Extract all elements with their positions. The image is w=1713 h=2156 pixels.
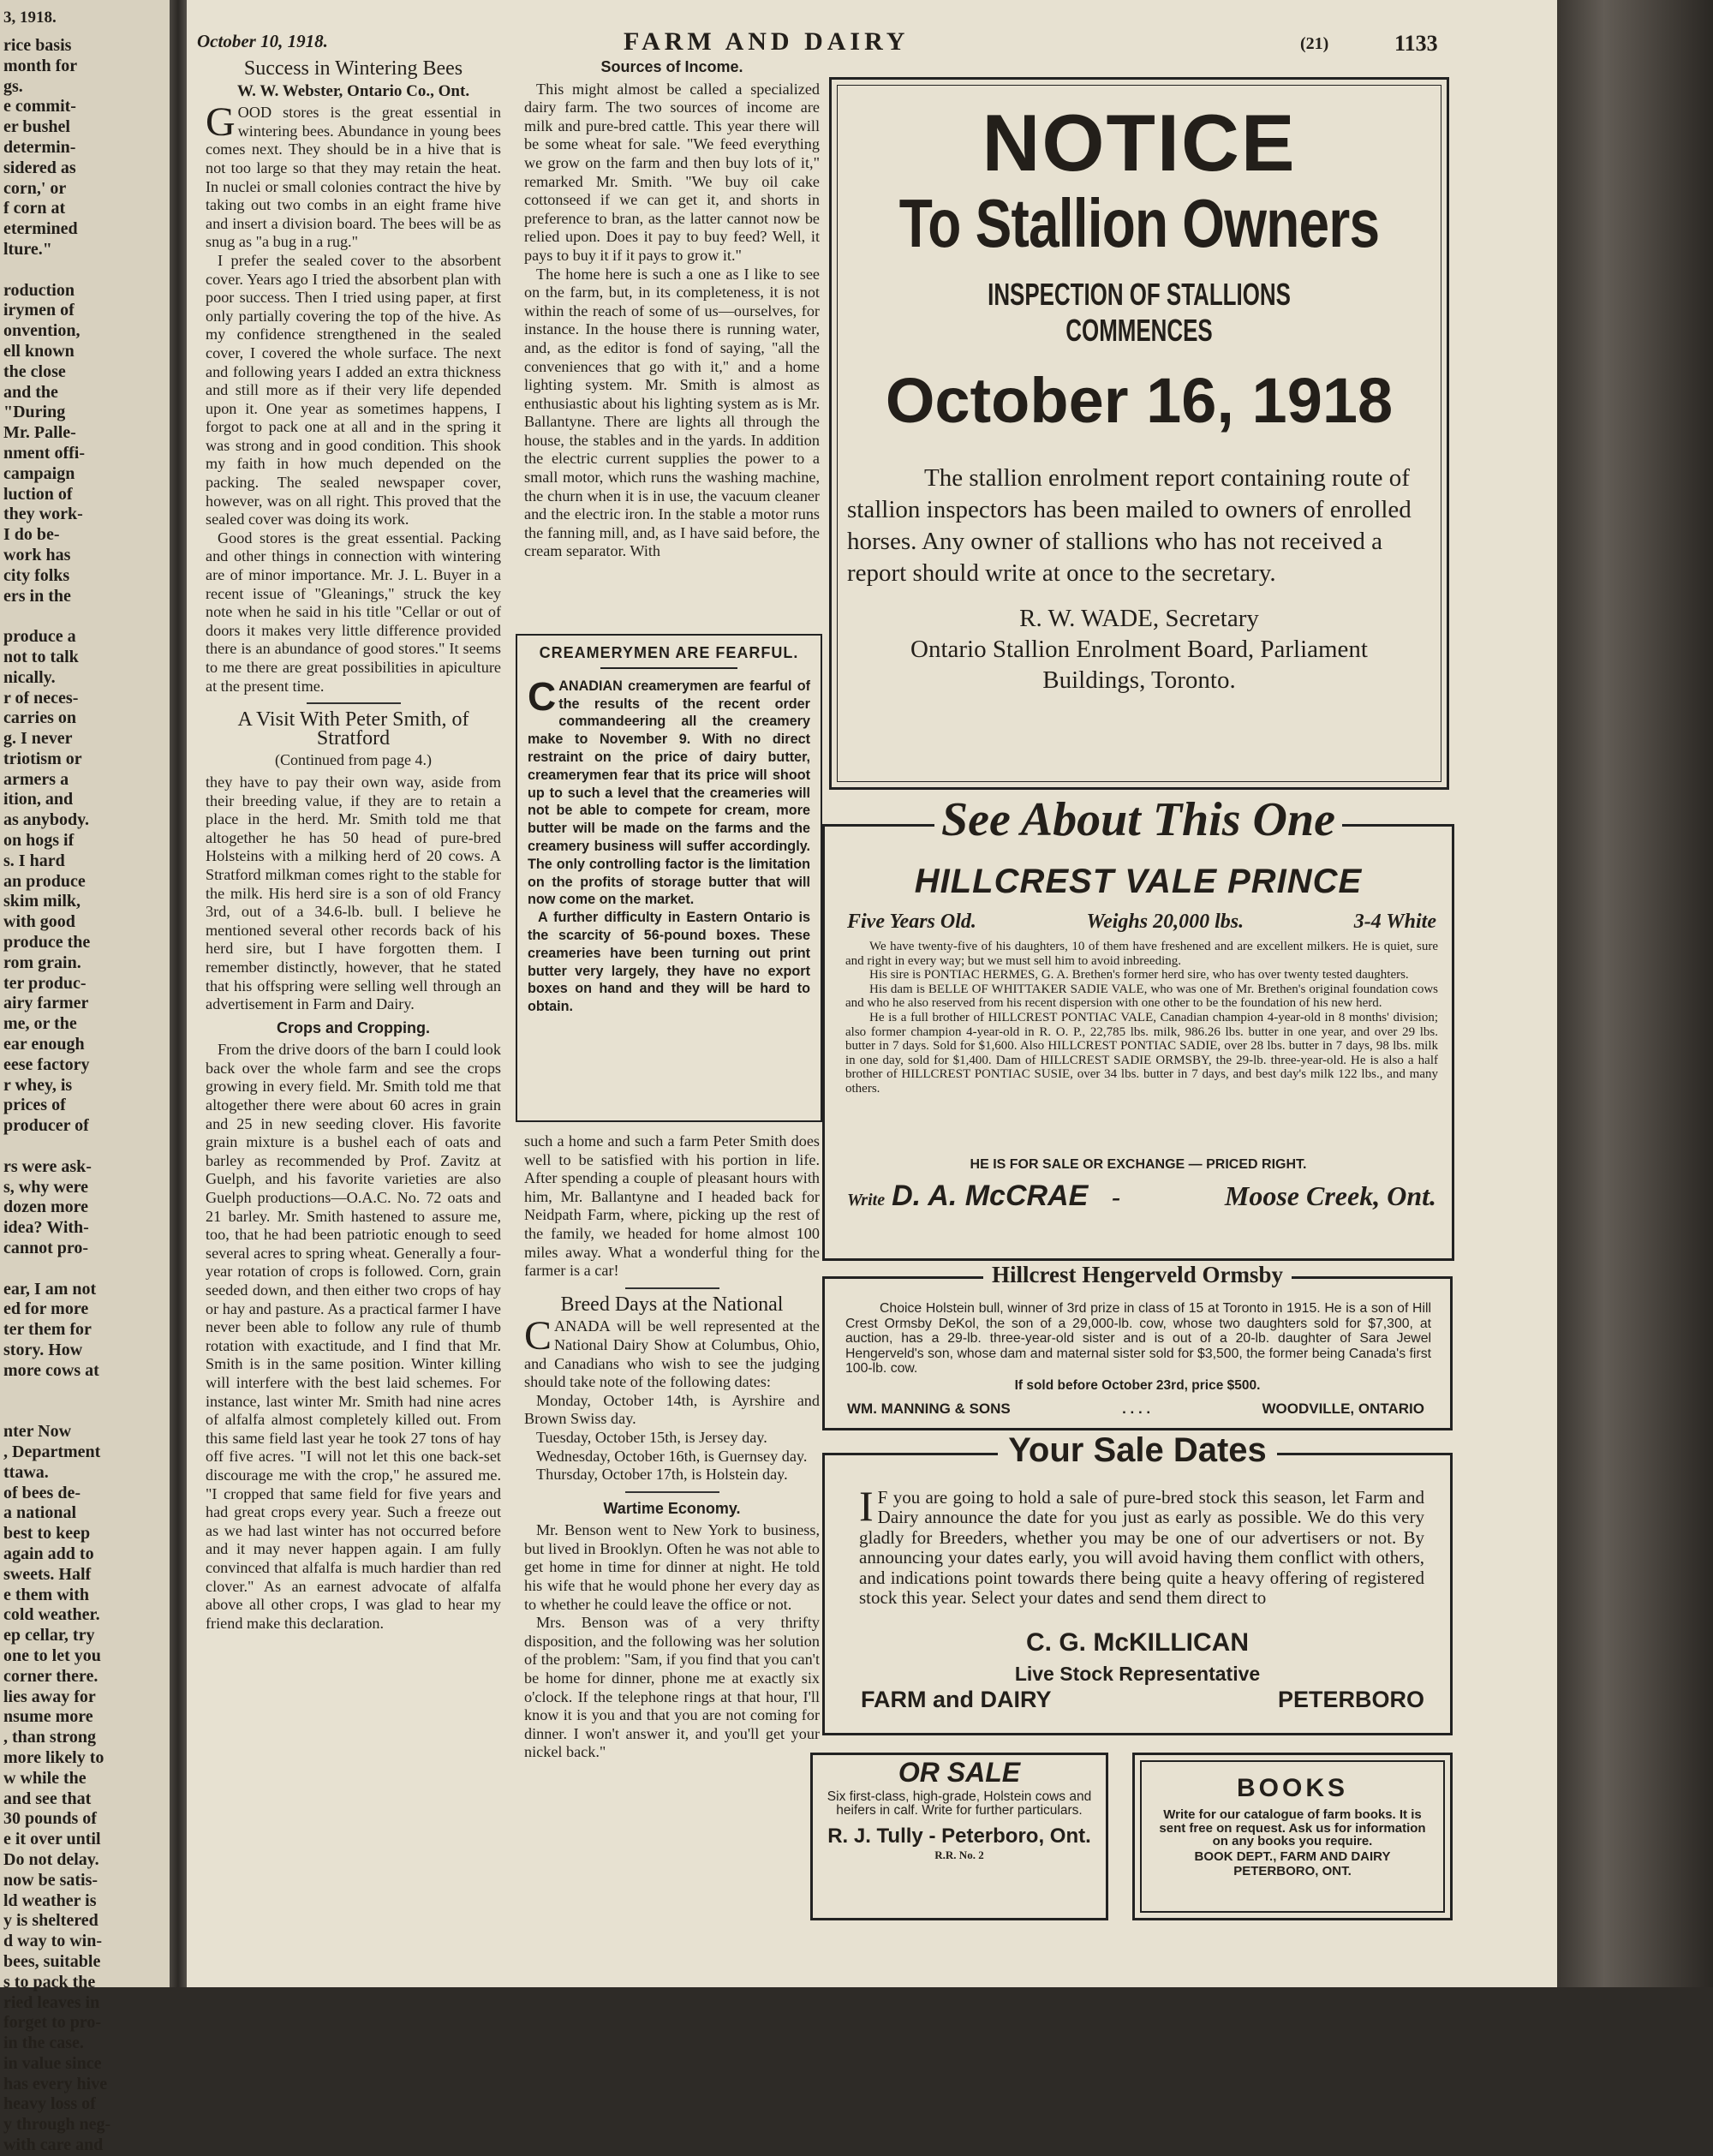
- bees-paragraph-3: Good stores is the great essential. Packing and other things in connection with wintering are of minor importance. Mr. J. L. Buyer in a recent issue of "Gleanings," struck the key note when he said in his title "Cellar or out of doors it makes very little difference provided there is an abundance of good stores." It seems to me there are great possibilities in apiculture at the present time.: [206, 529, 501, 695]
- ad-body: Choice Holstein bull, winner of 3rd prize in class of 15 at Toronto in 1915. He is a son of Hill Crest Ormsby DeKol, the son of a 29,000-lb. cow, whose two daughters sold for $7,300, at auction, has a 29-lb. three-year-old sister and is out of a 20-lb. daughter of Sara Jewel Hengerveld's son, whose dam and maternal sister sold for $3,500, the former being Canada's first 100-lb. cow.: [845, 1301, 1431, 1377]
- previous-page-line: a national: [3, 1503, 77, 1523]
- previous-page-line: corner there.: [3, 1666, 98, 1686]
- bees-article-title: Success in Wintering Bees: [243, 57, 463, 80]
- creamerymen-paragraph-2: A further difficulty in Eastern Ontario is the scarcity of 56-pound boxes. These creameries have been turning out print butter very largely, they have no export boxes on hand and they will be hard to obtain.: [528, 910, 810, 1015]
- previous-page-line: ear enough: [3, 1035, 85, 1054]
- previous-page-line: airy farmer: [3, 994, 89, 1013]
- hillcrest-vale-prince-ad: [822, 793, 1454, 1261]
- breed-days-paragraph-1: CANADA will be well represented at the National Dairy Show at Columbus, Ohio, and Canadians who wish to see the judging should take note of the following dates:: [524, 1313, 820, 1391]
- previous-page-line: again add to: [3, 1544, 94, 1563]
- income-paragraph-2: The home here is such a one as I like to see on the farm, but, in its completeness, it is not within the reach of some of us—ourselves, for instance. In the house there is running water, and, as the editor is fond of saying, "all the conveniences that go with it," and a home lighting system. Mr. Smith is almost as enthusiastic about his lighting system as is Mr. Ballantyne. There are lights all through the house, the stables and in the yards. In addition the electric current supplies the power to a small motor, which runs the washing machine, the churn when it is in use, the vacuum cleaner and the electric iron. In the stable a motor runs the fanning mill, and, as I have said before, the cream separator. With: [524, 265, 820, 560]
- previous-page-line: ried leaves in: [3, 1992, 100, 2012]
- notice-subtitle: To Stallion Owners: [898, 185, 1380, 261]
- ad-title: BOOKS: [1236, 1774, 1348, 1802]
- previous-page-line: onvention,: [3, 321, 81, 341]
- article-divider: [625, 1491, 719, 1493]
- previous-page-line: cannot pro-: [3, 1239, 89, 1258]
- previous-page-line: on hogs if: [3, 831, 75, 851]
- bull-weight: Weighs 20,000 lbs.: [1086, 911, 1244, 933]
- previous-page-line: sweets. Half: [3, 1564, 92, 1584]
- previous-page-line: bees, suitable: [3, 1951, 101, 1971]
- previous-page-line: and see that: [3, 1789, 92, 1808]
- previous-page-line: , Department: [3, 1442, 101, 1461]
- ad-banner: See About This One: [934, 792, 1342, 847]
- seller-route: R.R. No. 2: [934, 1848, 984, 1861]
- previous-page-line: now be satis-: [3, 1870, 98, 1890]
- stallion-notice-ad: [829, 77, 1449, 790]
- ad-title: Hillcrest Hengerveld Ormsby: [983, 1262, 1292, 1288]
- previous-page-line: cold weather.: [3, 1605, 100, 1625]
- previous-page-line: e them with: [3, 1585, 89, 1604]
- column-1: [206, 58, 501, 1633]
- previous-page-line: producer of: [3, 1116, 89, 1136]
- ad-price: If sold before October 23rd, price $500.: [1014, 1378, 1261, 1393]
- previous-page-line: y through neg-: [3, 2115, 111, 2135]
- previous-page-line: work has: [3, 545, 71, 564]
- issue-date: October 10, 1918.: [197, 31, 328, 51]
- previous-page-line: of bees de-: [3, 1483, 81, 1502]
- previous-page-line: me, or the: [3, 1014, 77, 1034]
- previous-page-line: luction of: [3, 484, 73, 504]
- previous-page-line: , than strong: [3, 1728, 96, 1747]
- previous-page-line: they work-: [3, 505, 83, 524]
- previous-page-line: forget to pro-: [3, 2013, 102, 2033]
- previous-page-line: s to pack the: [3, 1972, 96, 1992]
- breed-days-tuesday: Tuesday, October 15th, is Jersey day.: [536, 1428, 767, 1446]
- previous-page-line: one to let you: [3, 1645, 101, 1665]
- previous-page-line: ition, and: [3, 790, 74, 809]
- previous-page-line: with good: [3, 912, 75, 932]
- previous-page-line: ter them for: [3, 1320, 92, 1340]
- ad-body: Write for our catalogue of farm books. It is sent free on request. Ask us for information on any books you require.: [1159, 1807, 1426, 1848]
- previous-page-line: rice basis: [3, 36, 72, 55]
- previous-page-line: as anybody.: [3, 810, 90, 830]
- previous-page-line: ear, I am not: [3, 1279, 97, 1299]
- previous-page-line: e it over until: [3, 1830, 101, 1849]
- breed-days-wednesday: Wednesday, October 16th, is Guernsey day.: [536, 1447, 808, 1465]
- previous-page-line: nter Now: [3, 1422, 72, 1442]
- ad-title: OR SALE: [898, 1757, 1021, 1788]
- notice-signature-address: Buildings, Toronto.: [1042, 666, 1236, 694]
- previous-page-line: ttawa.: [3, 1462, 49, 1482]
- previous-page-line: best to keep: [3, 1524, 91, 1544]
- previous-page-line: produce a: [3, 627, 76, 647]
- crops-subheading: Crops and Cropping.: [277, 1018, 430, 1036]
- previous-page-line: skim milk,: [3, 892, 81, 911]
- creamerymen-box: [516, 634, 822, 1122]
- previous-page-line: not to talk: [3, 647, 79, 666]
- previous-page-line: r of neces-: [3, 688, 79, 708]
- drop-cap: I: [859, 1482, 874, 1530]
- previous-page-line: w while the: [3, 1768, 87, 1788]
- breed-days-monday: Monday, October 14th, is Ayrshire and Brown Swiss day.: [524, 1391, 820, 1428]
- previous-page-line: an produce: [3, 871, 86, 891]
- ad-body: Six first-class, high-grade, Holstein cows and heifers in calf. Write for further particulars.: [827, 1789, 1092, 1818]
- previous-page-line: dozen more: [3, 1197, 89, 1217]
- previous-page-line: in the case.: [3, 2034, 84, 2053]
- breed-days-title: Breed Days at the National: [560, 1293, 784, 1316]
- previous-page-line: heavy loss of: [3, 2094, 96, 2114]
- seller-name: WM. MANNING & SONS: [847, 1401, 1011, 1417]
- previous-page-line: gs.: [3, 76, 23, 96]
- previous-page-line: d way to win-: [3, 1932, 103, 1951]
- previous-page-line: lture.": [3, 239, 52, 259]
- previous-page-line: produce the: [3, 933, 91, 953]
- previous-page-line: nment offi-: [3, 443, 85, 463]
- previous-page-line: s. I hard: [3, 851, 65, 870]
- previous-page-line: "During: [3, 403, 66, 422]
- newspaper-page: [187, 0, 1557, 1987]
- previous-page-line: [0, 1137, 170, 1157]
- book-binding: [1557, 0, 1713, 1987]
- drop-cap: G: [206, 99, 236, 146]
- previous-page-line: [0, 1401, 170, 1422]
- previous-page-line: has every hive: [3, 2074, 108, 2093]
- notice-signature: [832, 603, 1447, 696]
- visit-article-title: A Visit With Peter Smith, of Stratford: [237, 708, 469, 750]
- bull-age: Five Years Old.: [847, 911, 976, 933]
- ad-address-1: BOOK DEPT., FARM AND DAIRY: [1194, 1848, 1391, 1864]
- income-paragraph-1: This might almost be called a specialized dairy farm. The two sources of income are milk and pure-bred cattle. This year there will be some wheat for sale. "We feed everything we grow on the farm and then buy lots of it," remarked Mr. Smith. "We buy oil cake cottonseed if we can get it, and shorts in preference to bran, as the latter cannot now be relied upon. Does it pay to buy feed? Well, it pays to buy it if it pays to grow it.": [524, 80, 820, 264]
- wartime-paragraph-2: Mrs. Benson was of a very thrifty disposition, and the following was her solution of the problem: "Sam, if you find that you can't be home for dinner, phone me at exactly six o'clock. If the telephone rings at that hour, I'll know it is you and that you are not coming for dinner. I won't answer it, and you'll get your nickel back.": [524, 1614, 820, 1761]
- previous-page-line: etermined: [3, 219, 78, 239]
- visit-paragraph-1: they have to pay their own way, aside from their breeding value, if they are to retain a place in the herd. Mr. Smith told me that altogether he has 50 head of pure-bred Holsteins with a milking herd of 20 cows. A Stratford milkman comes right to the stable for the milk. His herd sire is a son of old Francy 3rd, out of a 34.6-lb. bull. I believe he mentioned several other records back of his herd sire, but I have forgotten them. I remember distinctly, however, that he stated that his offspring were selling well through an advertisement in Farm and Dairy.: [206, 773, 501, 1013]
- previous-page-line: rs were ask-: [3, 1156, 92, 1176]
- previous-page-line: s, why were: [3, 1177, 89, 1197]
- previous-page-line: y is sheltered: [3, 1911, 98, 1931]
- previous-page-line: the close: [3, 361, 66, 381]
- seller-line: [847, 1180, 1436, 1213]
- paper-name: FARM and DAIRY: [861, 1687, 1052, 1712]
- wartime-paragraph-1: Mr. Benson went to New York to business, but lived in Brooklyn. Often he was not able to get home in time for dinner at night. He told his wife that he would phone her every day as to whether he could leave the office or not.: [524, 1521, 820, 1613]
- previous-page-line: ter produc-: [3, 973, 87, 993]
- previous-page-line: eese factory: [3, 1054, 90, 1074]
- wartime-subheading: Wartime Economy.: [603, 1499, 741, 1517]
- notice-signature-name: R. W. WADE, Secretary: [1019, 605, 1259, 632]
- previous-page-line: armers a: [3, 769, 69, 789]
- books-ad: [1132, 1753, 1453, 1920]
- previous-page-line: rom grain.: [3, 953, 81, 972]
- previous-page-line: more cows at: [3, 1360, 99, 1380]
- ad-address-2: PETERBORO, ONT.: [1233, 1864, 1352, 1878]
- bull-name: HILLCREST VALE PRINCE: [914, 863, 1363, 900]
- previous-page-edge: [0, 0, 172, 2155]
- previous-page-line: prices of: [3, 1096, 66, 1115]
- creamerymen-rule: [600, 667, 737, 669]
- continued-note: (Continued from page 4.): [275, 751, 432, 769]
- bees-paragraph-2: I prefer the sealed cover to the absorbent cover. Years ago I tried the absorbent plan with poor success. Then I tried using paper, at first only partially covering the top of the hive. As my confidence strengthened in the sealed cover, I covered the whole surface. The next and following years I added an extra thickness and still more as if their very life depended upon it. One year as sometimes happens, I forgot to pack one at all and in the spring it was strong and in good condition. This shook my faith in how much depended on the packing. The sealed newspaper cover, however, was on all right. This proved that the sealed cover was doing its work.: [206, 251, 501, 529]
- column-2-top: [524, 58, 820, 624]
- sale-terms: HE IS FOR SALE OR EXCHANGE — PRICED RIGHT.: [970, 1157, 1307, 1172]
- previous-page-line: lies away for: [3, 1687, 96, 1706]
- income-subheading: Sources of Income.: [600, 58, 743, 75]
- previous-page-line: with care and: [3, 2135, 104, 2155]
- article-divider: [307, 702, 401, 704]
- page-gutter: [170, 0, 187, 1987]
- previous-page-line: ed for more: [3, 1299, 89, 1319]
- previous-page-line: triotism or: [3, 749, 82, 768]
- previous-page-line: [0, 606, 170, 627]
- leader-dots: . . . .: [1122, 1401, 1151, 1417]
- previous-page-line: irymen of: [3, 301, 75, 320]
- representative-name: C. G. McKILLICAN: [1026, 1628, 1249, 1657]
- previous-page-line: city folks: [3, 565, 70, 585]
- masthead: FARM AND DAIRY: [624, 27, 910, 56]
- previous-page-line: story. How: [3, 1341, 83, 1359]
- previous-page-line: nically.: [3, 667, 56, 687]
- sale-dates-ad: [822, 1431, 1453, 1735]
- bull-paragraph-4: He is a full brother of HILLCREST PONTIAC VALE, Canadian champion 4-year-old in 8 months' division; also former champion 4-year-old in R. O. P., 22,785 lbs. milk, 986.26 lbs. butter in one year, and over 29 lbs. butter in 7 days. Sold for $1,600. Also HILLCREST PONTIAC SADIE, over 28 lbs. butter in 7 days, 98 lbs. milk in one day, sold for $1,400. Dam of HILLCREST SADIE ORMSBY, the 29-lb. three-year-old. He is also a half brother of HILLCREST PONTIAC SUSIE, over 34 lbs. butter in 7 days, and best day's milk 122 lbs., and many others.: [845, 1010, 1438, 1096]
- previous-page-line: and the: [3, 382, 58, 402]
- previous-page-line: campaign: [3, 463, 75, 483]
- previous-page-line: sidered as: [3, 158, 76, 177]
- drop-cap: C: [528, 673, 557, 719]
- drop-cap: C: [524, 1313, 552, 1359]
- previous-page-line: in value since: [3, 2053, 102, 2073]
- previous-page-line: I do be-: [3, 525, 60, 545]
- previous-page-line: carries on: [3, 708, 76, 728]
- notice-body: The stallion enrolment report containing route of stallion inspectors has been mailed to owners of enrolled horses. Any owner of stallions who has not received a report should write at once to the secretary.: [847, 464, 1412, 587]
- bull-stats: [847, 911, 1436, 934]
- ad-title: Your Sale Dates: [998, 1431, 1277, 1470]
- previous-page-line: corn,' or: [3, 178, 67, 198]
- notice-signature-board: Ontario Stallion Enrolment Board, Parliament: [910, 636, 1368, 663]
- representative-role: Live Stock Representative: [1014, 1663, 1261, 1685]
- previous-page-line: Do not delay.: [3, 1849, 99, 1869]
- bees-paragraph-1: GOOD stores is the great essential in wintering bees. Abundance in young bees comes next. They should be in a hive that is not too large so that they may retain the heat. In nuclei or small colonies contract the hive by taking out two combs in an eight frame hive and insert a division board. The bees will be as snug as "a bug in a rug.": [206, 99, 501, 251]
- ad-footer: [861, 1687, 1424, 1713]
- previous-page-line: month for: [3, 56, 78, 75]
- bull-paragraph-1: We have twenty-five of his daughters, 10 of them have freshened and are excellent milkers. He is quiet, sure and right in every way; but we must sell him to avoid inbreeding.: [845, 940, 1438, 968]
- previous-page-line: idea? With-: [3, 1218, 89, 1238]
- creamerymen-title: CREAMERYMEN ARE FEARFUL.: [539, 644, 799, 661]
- seller-name: R. J. Tully - Peterboro, Ont.: [827, 1825, 1091, 1848]
- previous-page-line: g. I never: [3, 729, 73, 749]
- previous-page-line: e commit-: [3, 97, 76, 116]
- bull-paragraph-2: His sire is PONTIAC HERMES, G. A. Brethen's former herd sire, who has over twenty tested daughters.: [869, 968, 1409, 982]
- previous-page-line: roduction: [3, 280, 75, 300]
- notice-title: NOTICE: [982, 98, 1297, 188]
- income-paragraph-3: such a home and such a farm Peter Smith does well to be satisfied with his portion in life. After spending a couple of pleasant hours with him, Mr. Ballantyne and I headed back for Neidpath Farm, where, picking up the rest of the family, we headed for home almost 100 miles away. What a wonderful thing for the farmer is a car!: [524, 1132, 820, 1280]
- write-label: Write: [847, 1191, 886, 1209]
- ad-body: I F you are going to hold a sale of pure-bred stock this season, let Farm and Dairy announce the date for you just as early as possible. We do this very gladly for Breeders, whether you may be one of our advertisers or not. By announcing your dates early, you will avoid having them conflict with others, and indications point towards there being quite a heavy offering of registered stock this year. Select your dates and send them direct to: [859, 1482, 1424, 1609]
- seller-location: WOODVILLE, ONTARIO: [1262, 1401, 1424, 1417]
- previous-page-line: ld weather is: [3, 1890, 97, 1910]
- for-sale-ad: [810, 1753, 1108, 1920]
- previous-page-header: 3, 1918.: [3, 9, 57, 27]
- notice-inspection-line: INSPECTION OF STALLIONS COMMENCES: [988, 277, 1291, 348]
- previous-page-line: determin-: [3, 137, 76, 157]
- previous-page-line: [0, 1382, 170, 1402]
- seller-location: Moose Creek, Ont.: [1224, 1180, 1436, 1211]
- previous-page-text: [0, 36, 170, 2156]
- crops-paragraph: From the drive doors of the barn I could look back over the whole farm and see the crops growing in every field. Mr. Smith told me that altogether there were about 60 acres in grain and 25 in new seeding clover. His favorite grain mixture is a bushel each of oats and barley as recommended by Prof. Zavitz at Guelph, and his favorite varieties are also Guelph productions—O.A.C. No. 72 oats and 21 barley. Mr. Smith hastened to assure me, too, that he had been patriotic enough to seed several acres to spring wheat. Generally a four-year rotation of crops is followed. Corn, grain seeded down, and then either two crops of hay or hay and pasture. As a practical farmer I have never been able to follow any rule of thumb rotation with exactitude, and I find that Mr. Smith is in the same position. Winter killing will interfere with the best laid schemes. For instance, last winter Mr. Smith had nine acres of alfalfa almost completely killed out. From this same field last year he took 27 tons of hay off five acres. "I will not let this one back-set discourage me with the crop," he assured me. "I cropped that same field for five years and had great crops every year. Such a freeze out as we had last winter has not occurred before and it may never happen again. I am fully convinced that alfalfa is much hardier than red clover." As an earnest advocate of alfalfa above all other crops, I was glad to hear my friend make this declaration.: [206, 1041, 501, 1632]
- previous-page-line: er bushel: [3, 117, 70, 137]
- previous-page-line: more likely to: [3, 1747, 104, 1767]
- notice-date: October 16, 1918: [885, 365, 1394, 436]
- ad-footer: [847, 1401, 1424, 1418]
- previous-page-line: ep cellar, try: [3, 1626, 95, 1645]
- bees-article-byline: W. W. Webster, Ontario Co., Ont.: [236, 81, 470, 100]
- previous-page-line: f corn at: [3, 199, 66, 218]
- previous-page-line: [0, 1259, 170, 1280]
- creamerymen-paragraph-1: CANADIAN creamerymen are fearful of the results of the recent order commandeering all the creamery make to November 9. With no direct restraint on the price of dairy butter, creamerymen fear that its price will shoot up to such a level that the creameries will not be able to compete for cream, more butter will be made on the farms and the creamery business will suffer accordingly. The only controlling factor is the limitation on the profits of storage butter that will now come on the market.: [528, 673, 810, 908]
- issue-page-number: (21): [1300, 34, 1329, 53]
- hengerveld-ormsby-ad: [822, 1262, 1453, 1430]
- previous-page-line: ell known: [3, 341, 75, 361]
- paper-town: PETERBORO: [1277, 1687, 1424, 1712]
- separator: -: [1112, 1183, 1121, 1211]
- previous-page-line: ers in the: [3, 586, 71, 606]
- bull-color: 3-4 White: [1353, 911, 1436, 933]
- page-number: 1133: [1394, 31, 1438, 56]
- previous-page-line: nsume more: [3, 1707, 93, 1727]
- column-2-bottom: [524, 1132, 820, 1762]
- article-divider: [625, 1287, 719, 1289]
- bull-paragraph-3: His dam is BELLE OF WHITTAKER SADIE VALE, who was one of Mr. Brethen's original foundation cows and who he also reserved from his recent dispersion with one other to be the foundation of his new herd.: [845, 982, 1438, 1011]
- previous-page-line: Mr. Palle-: [3, 423, 76, 443]
- previous-page-line: 30 pounds of: [3, 1809, 97, 1829]
- previous-page-line: r whey, is: [3, 1075, 73, 1095]
- seller-name: D. A. McCRAE: [892, 1180, 1089, 1212]
- previous-page-line: [0, 260, 170, 281]
- breed-days-thursday: Thursday, October 17th, is Holstein day.: [536, 1466, 788, 1484]
- bull-description: [845, 940, 1438, 1096]
